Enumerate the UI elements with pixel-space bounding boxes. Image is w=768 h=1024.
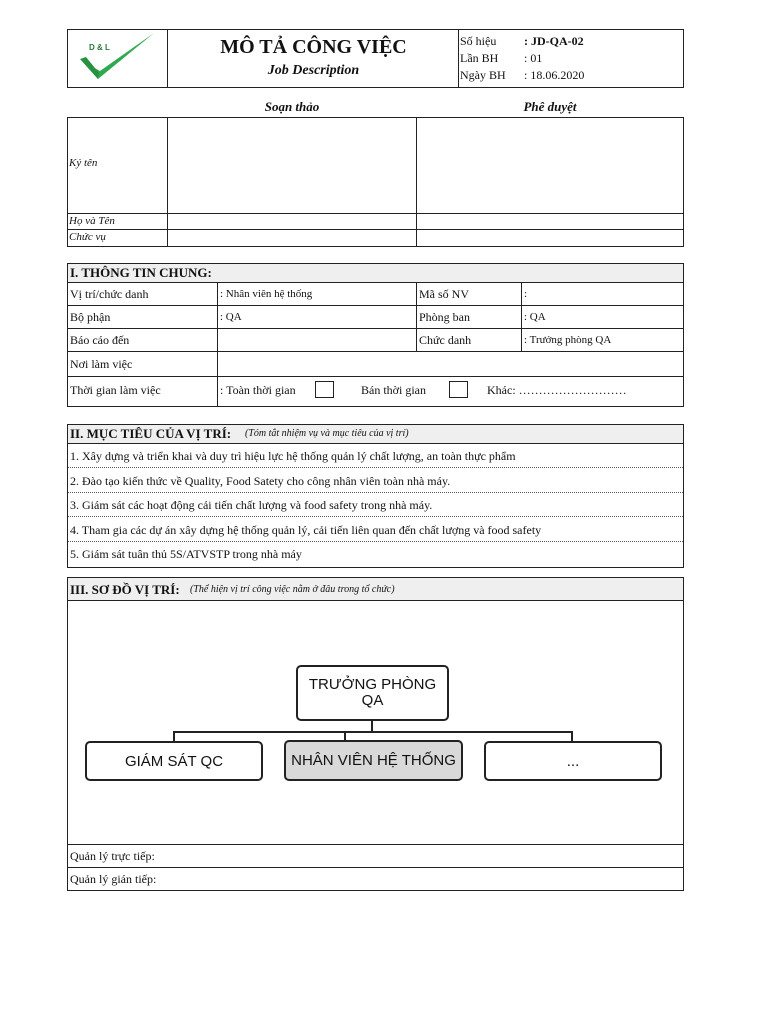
s1-hline-4 — [67, 376, 684, 377]
fulltime-checkbox[interactable] — [315, 381, 334, 398]
s1-value-position: : Nhân viên hệ thống — [220, 288, 313, 300]
section3-note: (Thể hiện vị trí công việc nằm ở đâu trong tổ chức) — [190, 584, 395, 595]
section2-note: (Tóm tắt nhiệm vụ và mục tiêu của vị trí) — [245, 428, 409, 439]
approval-hline-1 — [67, 213, 684, 214]
approval-hline-2 — [67, 229, 684, 230]
s1-label-employee-id: Mã số NV — [419, 287, 469, 301]
s1-fulltime-label: : Toàn thời gian — [220, 383, 296, 397]
s1-hline-2 — [67, 328, 684, 329]
s1-parttime-label: Bán thời gian — [361, 383, 427, 397]
meta-label-code: Số hiệu — [460, 34, 497, 48]
s2-sep-1 — [68, 467, 683, 468]
s1-value-division: : QA — [524, 311, 546, 323]
objective-item-3: 3. Giám sát các hoạt động cải tiến chất lượng và food safety trong nhà máy. — [70, 498, 433, 512]
meta-label-revision: Lần BH — [460, 51, 499, 65]
org-node-qc-supervisor — [85, 741, 263, 781]
section3-title: III. SƠ ĐỒ VỊ TRÍ: — [70, 582, 180, 597]
org-node-qa-manager-line2: QA — [361, 692, 384, 709]
s1-vline-2 — [416, 282, 417, 352]
s1-hline-1 — [67, 305, 684, 306]
org-node-qa-manager-line1: TRƯỞNG PHÒNG — [308, 676, 437, 694]
parttime-checkbox[interactable] — [449, 381, 468, 398]
approval-vline-1 — [167, 117, 168, 247]
org-node-system-staff-label: NHÂN VIÊN HỆ THỐNG — [291, 752, 456, 769]
s1-value-title: : Trưởng phòng QA — [524, 334, 612, 346]
s1-label-department: Bộ phận — [70, 310, 111, 324]
objective-item-4: 4. Tham gia các dự án xây dựng hệ thống quản lý, cải tiến liên quan đến chất lượng và food safety — [70, 523, 542, 537]
s1-label-position: Vị trí/chức danh — [70, 287, 149, 301]
approval-row-sign: Ký tên — [69, 157, 98, 169]
s1-label-title: Chức danh — [419, 333, 472, 347]
approval-vline-2 — [416, 117, 417, 247]
approval-table — [67, 117, 684, 247]
s1-vline-3 — [521, 282, 522, 352]
indirect-manager-label: Quản lý gián tiếp: — [70, 872, 157, 886]
s1-hline-3 — [67, 351, 684, 352]
s1-value-employee-id: : — [524, 288, 528, 300]
s1-label-division: Phòng ban — [419, 310, 470, 324]
objective-item-1: 1. Xây dựng và triển khai và duy trì hiệu lực hệ thống quản lý chất lượng, an toàn thực phẩm — [70, 449, 516, 463]
section2-title: II. MỤC TIÊU CỦA VỊ TRÍ: — [70, 426, 232, 441]
s3-hline-1 — [67, 844, 684, 845]
s1-label-workplace: Nơi làm việc — [70, 357, 133, 371]
approval-row-position: Chức vụ — [69, 231, 106, 243]
org-node-other — [484, 741, 662, 781]
s2-sep-3 — [68, 516, 683, 517]
doc-subtitle: Job Description — [267, 63, 360, 78]
s1-other-label: Khác: ……………………… — [487, 383, 627, 397]
s2-sep-2 — [68, 492, 683, 493]
s1-value-department: : QA — [220, 311, 242, 323]
s1-vline-1 — [217, 282, 218, 407]
direct-manager-label: Quản lý trực tiếp: — [70, 849, 155, 863]
logo-text: D & L — [89, 43, 110, 52]
org-connector-bar — [173, 731, 573, 733]
org-node-qa-manager — [296, 665, 449, 721]
s1-label-worktime: Thời gian làm việc — [70, 383, 161, 397]
org-node-other-label: ... — [566, 752, 580, 770]
meta-value-date: : 18.06.2020 — [524, 68, 585, 82]
meta-value-revision: : 01 — [524, 51, 543, 65]
s3-hline-2 — [67, 867, 684, 868]
approval-row-name: Họ và Tên — [69, 215, 115, 227]
doc-title: MÔ TẢ CÔNG VIỆC — [220, 36, 407, 58]
company-logo — [76, 31, 160, 87]
section1-title: I. THÔNG TIN CHUNG: — [70, 265, 212, 280]
approval-col-approved: Phê duyệt — [523, 99, 577, 114]
approval-col-prepared: Soạn thảo — [264, 99, 320, 114]
objective-item-2: 2. Đào tạo kiến thức về Quality, Food Satety cho công nhân viên toàn nhà máy. — [70, 474, 451, 488]
s2-sep-4 — [68, 541, 683, 542]
org-node-qc-supervisor-label: GIÁM SÁT QC — [124, 752, 224, 770]
s1-label-reports-to: Báo cáo đến — [70, 333, 130, 347]
objective-item-5: 5. Giám sát tuân thủ 5S/ATVSTP trong nhà máy — [70, 547, 302, 561]
meta-label-date: Ngày BH — [460, 68, 506, 82]
meta-value-code: : JD-QA-02 — [524, 34, 584, 48]
org-node-system-staff — [284, 740, 463, 781]
